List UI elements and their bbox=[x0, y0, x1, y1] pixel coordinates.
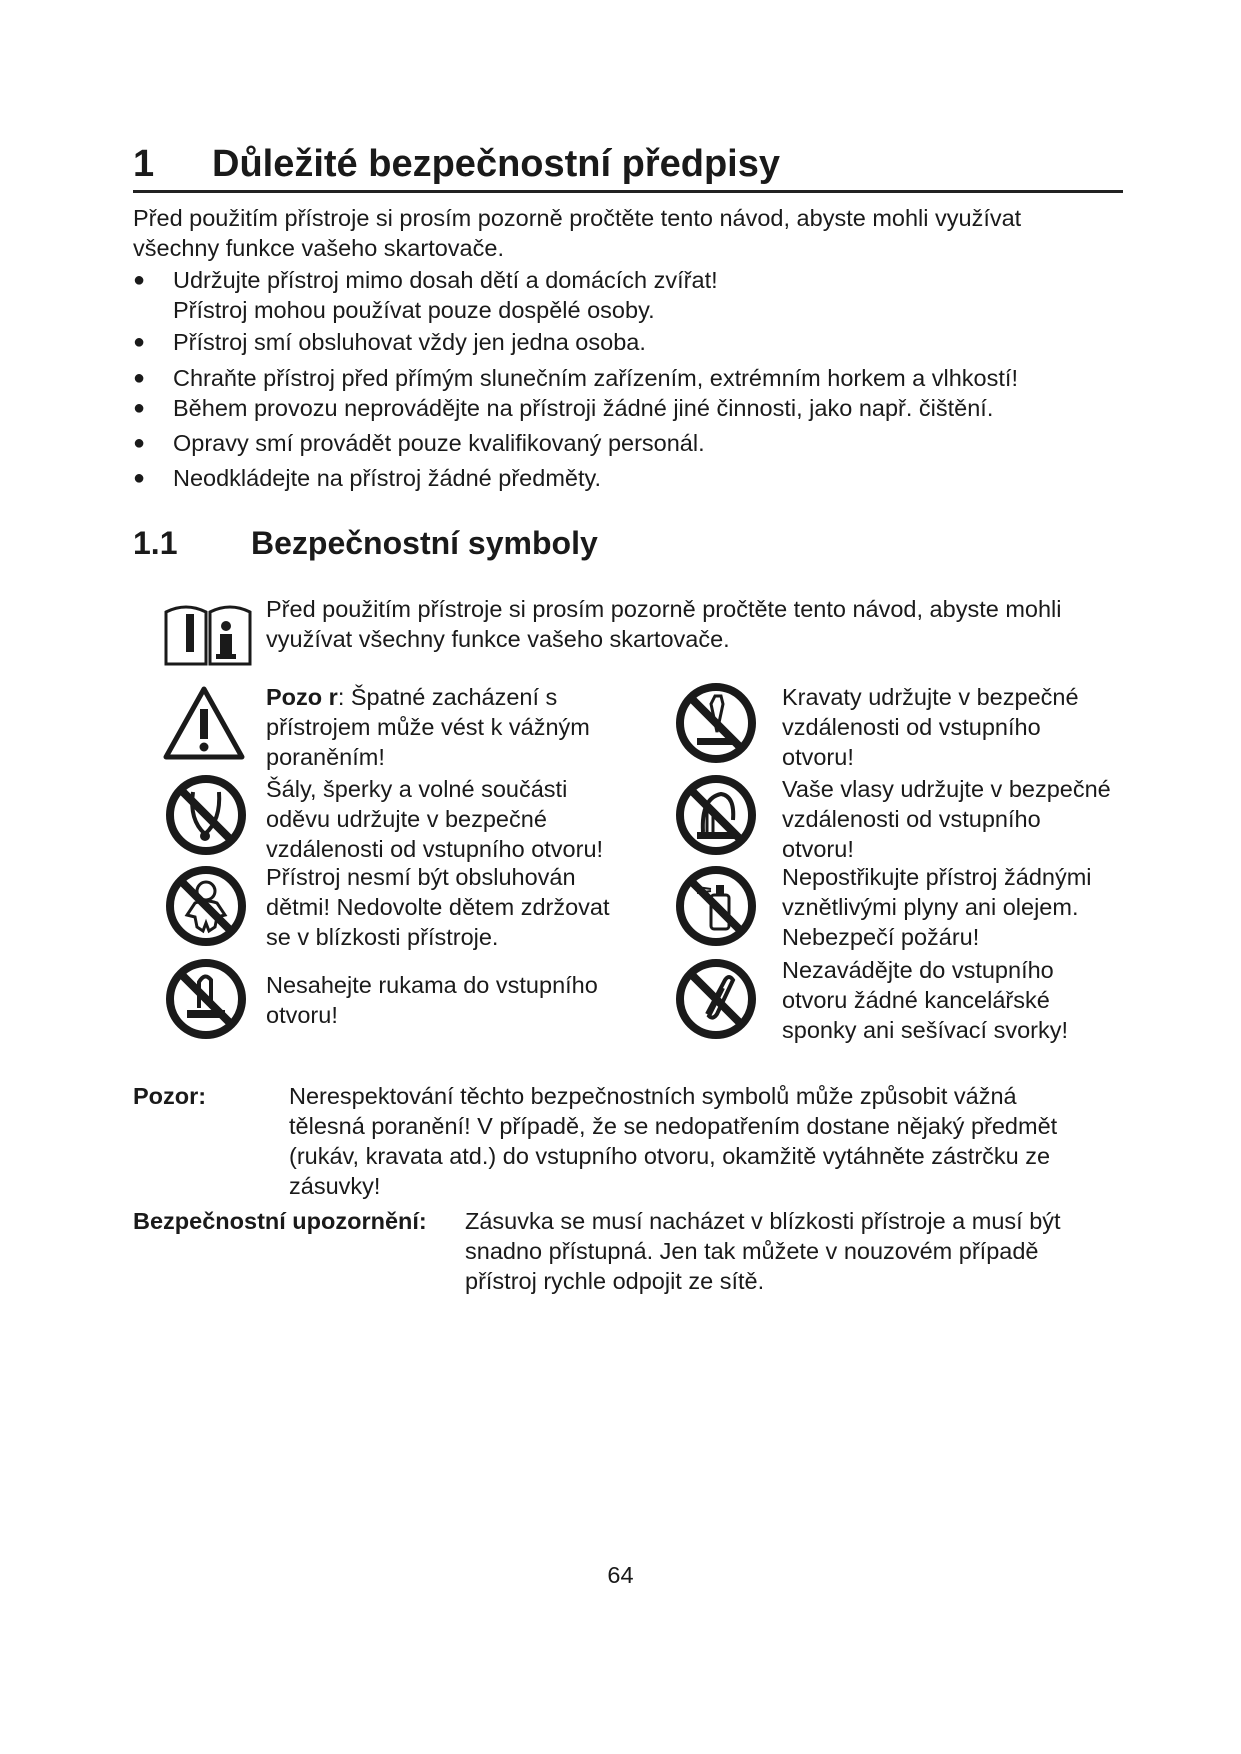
bullet-icon: ● bbox=[133, 269, 146, 291]
safety-label: Bezpečnostní upozornění: bbox=[133, 1208, 427, 1234]
warning-text: Pozo r: Špatné zacházení s přístrojem může vést k vážným poraněním! bbox=[266, 684, 590, 770]
warning-triangle-icon bbox=[162, 685, 246, 761]
no-paperclips-icon bbox=[675, 958, 757, 1040]
caution-text: Nerespektování těchto bezpečnostních symbolů může způsobit vážná tělesná poranění! V případě, že se nedopatřením dostane nějaký předmět (rukáv, kravata atd.) do vstupního otvoru, okamžitě vytáhněte zástrčku ze zásuvky! bbox=[289, 1083, 1058, 1199]
subsection-title: Bezpečnostní symboly bbox=[251, 525, 598, 561]
section-number: 1 bbox=[133, 143, 155, 185]
hands-text: Nesahejte rukama do vstupního otvoru! bbox=[266, 972, 598, 1028]
bullet-icon: ● bbox=[133, 432, 146, 454]
no-aerosol-icon bbox=[675, 865, 757, 947]
no-scarves-jewelry-icon bbox=[165, 774, 247, 856]
subsection-number: 1.1 bbox=[133, 525, 178, 561]
warning-label: Pozo r bbox=[266, 684, 338, 710]
bullet-icon: ● bbox=[133, 467, 146, 489]
bullet-icon: ● bbox=[133, 367, 146, 389]
no-hands-icon bbox=[165, 958, 247, 1040]
caution-label: Pozor: bbox=[133, 1083, 207, 1109]
paperclips-text: Nezavádějte do vstupního otvoru žádné kancelářské sponky ani sešívací svorky! bbox=[782, 957, 1069, 1043]
no-children-icon bbox=[165, 865, 247, 947]
section-title: Důležité bezpečnostní předpisy bbox=[212, 143, 780, 185]
no-ties-icon bbox=[675, 682, 757, 764]
bullet-icon: ● bbox=[133, 331, 146, 353]
aerosol-text: Nepostřikujte přístroj žádnými vznětlivými plyny ani olejem. Nebezpečí požáru! bbox=[782, 864, 1092, 950]
heading-rule bbox=[133, 190, 1123, 193]
scarves-jewelry-text: Šály, šperky a volné součásti oděvu udržujte v bezpečné vzdálenosti od vstupního otvoru! bbox=[266, 776, 604, 862]
no-long-hair-icon bbox=[675, 774, 757, 856]
bullet-icon: ● bbox=[133, 397, 146, 419]
children-text: Přístroj nesmí být obsluhován dětmi! Nedovolte dětem zdržovat se v blízkosti přístroje. bbox=[266, 864, 610, 950]
safety-text: Zásuvka se musí nacházet v blízkosti přístroje a musí být snadno přístupná. Jen tak můžete v nouzovém případě přístroj rychle odpojit ze sítě. bbox=[465, 1208, 1061, 1294]
page-number: 64 bbox=[607, 1562, 634, 1588]
intro-paragraph: Před použitím přístroje si prosím pozorně pročtěte tento návod, abyste mohli využívat všechny funkce vašeho skartovače. bbox=[133, 205, 1022, 261]
ties-text: Kravaty udržujte v bezpečné vzdálenosti od vstupního otvoru! bbox=[782, 684, 1079, 770]
manual-note: Před použitím přístroje si prosím pozorně pročtěte tento návod, abyste mohli využívat všechny funkce vašeho skartovače. bbox=[266, 596, 1062, 652]
long-hair-text: Vaše vlasy udržujte v bezpečné vzdálenosti od vstupního otvoru! bbox=[782, 776, 1111, 862]
read-manual-icon bbox=[162, 600, 254, 668]
